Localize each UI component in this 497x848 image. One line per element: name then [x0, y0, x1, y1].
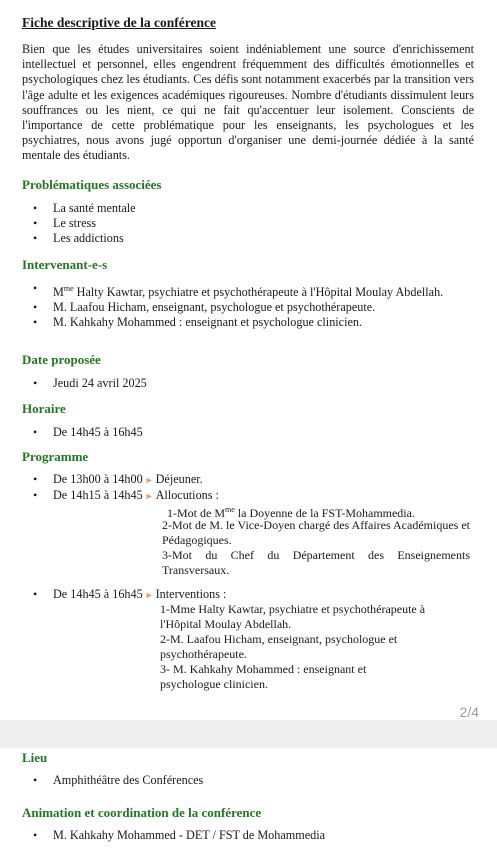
intervenants-list [22, 281, 474, 331]
programme-list-2 [22, 587, 474, 603]
programme-slot [22, 488, 474, 504]
problematiques-list [22, 201, 474, 247]
list-item: • Les addictions [22, 231, 474, 246]
slot-label: Interventions : [155, 587, 227, 601]
section-heading-lieu: Lieu [22, 750, 48, 765]
lieu-list [22, 773, 474, 788]
list-item: • La santé mentale [22, 201, 474, 216]
slot-time: De 14h15 à 14h45 [53, 488, 143, 503]
section-heading-programme: Programme [22, 449, 89, 464]
intro-paragraph: Bien que les études universitaires soient indéniablement une source d'enrichissement intellectuel et personnel, elles engendrent fréquemment des difficultés émotionnelles et psychologiques chez les étudiants. Ces défis sont notamment exacerbés par la transition vers l'âge adulte et les exigences académiques rigoureuses. Nombre d'étudiants dissimulent leurs souffrances ou les nient, ce qui ne fait qu'accentuer leur isolement. Conscients de l'importance de cette problématique pour les enseignants, les psychologues et les psychiatres, nous avons jugé opportun d'organiser une demi-journée dédiée à la santé mentale des étudiants. [22, 42, 474, 163]
slot-time: De 13h00 à 14h00 [53, 472, 143, 486]
section-heading-horaire: Horaire [22, 401, 66, 416]
list-item: • M. Laafou Hicham, enseignant, psychologue et psychothérapeute. [22, 300, 474, 315]
arrow-right-icon: ► [144, 491, 154, 502]
programme-slot [22, 472, 474, 488]
intervenant-1-prefix: M [53, 285, 64, 300]
allocution-1-text: la Doyenne de la FST-Mohammedia. [234, 506, 415, 520]
list-item: • M. Kahkahy Mohammed : enseignant et psychologue clinicien. [22, 315, 474, 330]
section-heading-intervenants: Intervenant-e-s [22, 257, 108, 272]
slot-time: De 14h45 à 16h45 [53, 587, 143, 601]
document-title: Fiche descriptive de la conférence [22, 15, 216, 30]
allocution-1-prefix: 1-Mot de M [167, 506, 225, 520]
intervention-2: 2-M. Laafou Hicham, enseignant, psychologue et psychothérapeute. [160, 632, 398, 661]
intervention-3: 3- M. Kahkahy Mohammed : enseignant et psychologue clinicien. [160, 662, 367, 691]
programme-slot [22, 587, 474, 603]
slot-label: Déjeuner. [155, 472, 203, 486]
intervenant-1-text: Halty Kawtar, psychiatre et psychothérapeute à l'Hôpital Moulay Abdellah. [73, 285, 444, 300]
intervenant-1-sup: me [63, 284, 74, 293]
intervention-1: 1-Mme Halty Kawtar, psychiatre et psychothérapeute à l'Hôpital Moulay Abdellah. [160, 602, 426, 631]
section-heading-animation: Animation et coordination de la conférence [22, 805, 262, 820]
document-page-3 [0, 748, 497, 848]
page-indicator: 2/4 [459, 704, 479, 720]
list-item: • Amphithéâtre des Conférences [22, 773, 474, 788]
list-item: • Jeudi 24 avril 2025 [22, 376, 474, 391]
page-separator [0, 720, 497, 748]
section-heading-problematiques: Problématiques associées [22, 177, 162, 192]
programme-list [22, 472, 474, 504]
allocution-2: 2-Mot de M. le Vice-Doyen chargé des Affaires Académiques et Pédagogiques. [162, 518, 470, 547]
list-item: • De 14h45 à 16h45 [22, 425, 474, 440]
list-item [22, 281, 474, 300]
animation-list [22, 828, 474, 843]
allocution-3: 3-Mot du Chef du Département des Enseignements Transversaux. [162, 548, 470, 577]
arrow-right-icon: ► [144, 475, 154, 485]
section-heading-date: Date proposée [22, 352, 101, 367]
horaire-list [22, 425, 474, 440]
list-item: • M. Kahkahy Mohammed - DET / FST de Mohammedia [22, 828, 474, 843]
allocution-1-sup: me [225, 505, 235, 514]
date-list [22, 376, 474, 391]
list-item: • Le stress [22, 216, 474, 231]
arrow-right-icon: ► [144, 590, 154, 600]
slot-label: Allocutions : [155, 488, 219, 503]
